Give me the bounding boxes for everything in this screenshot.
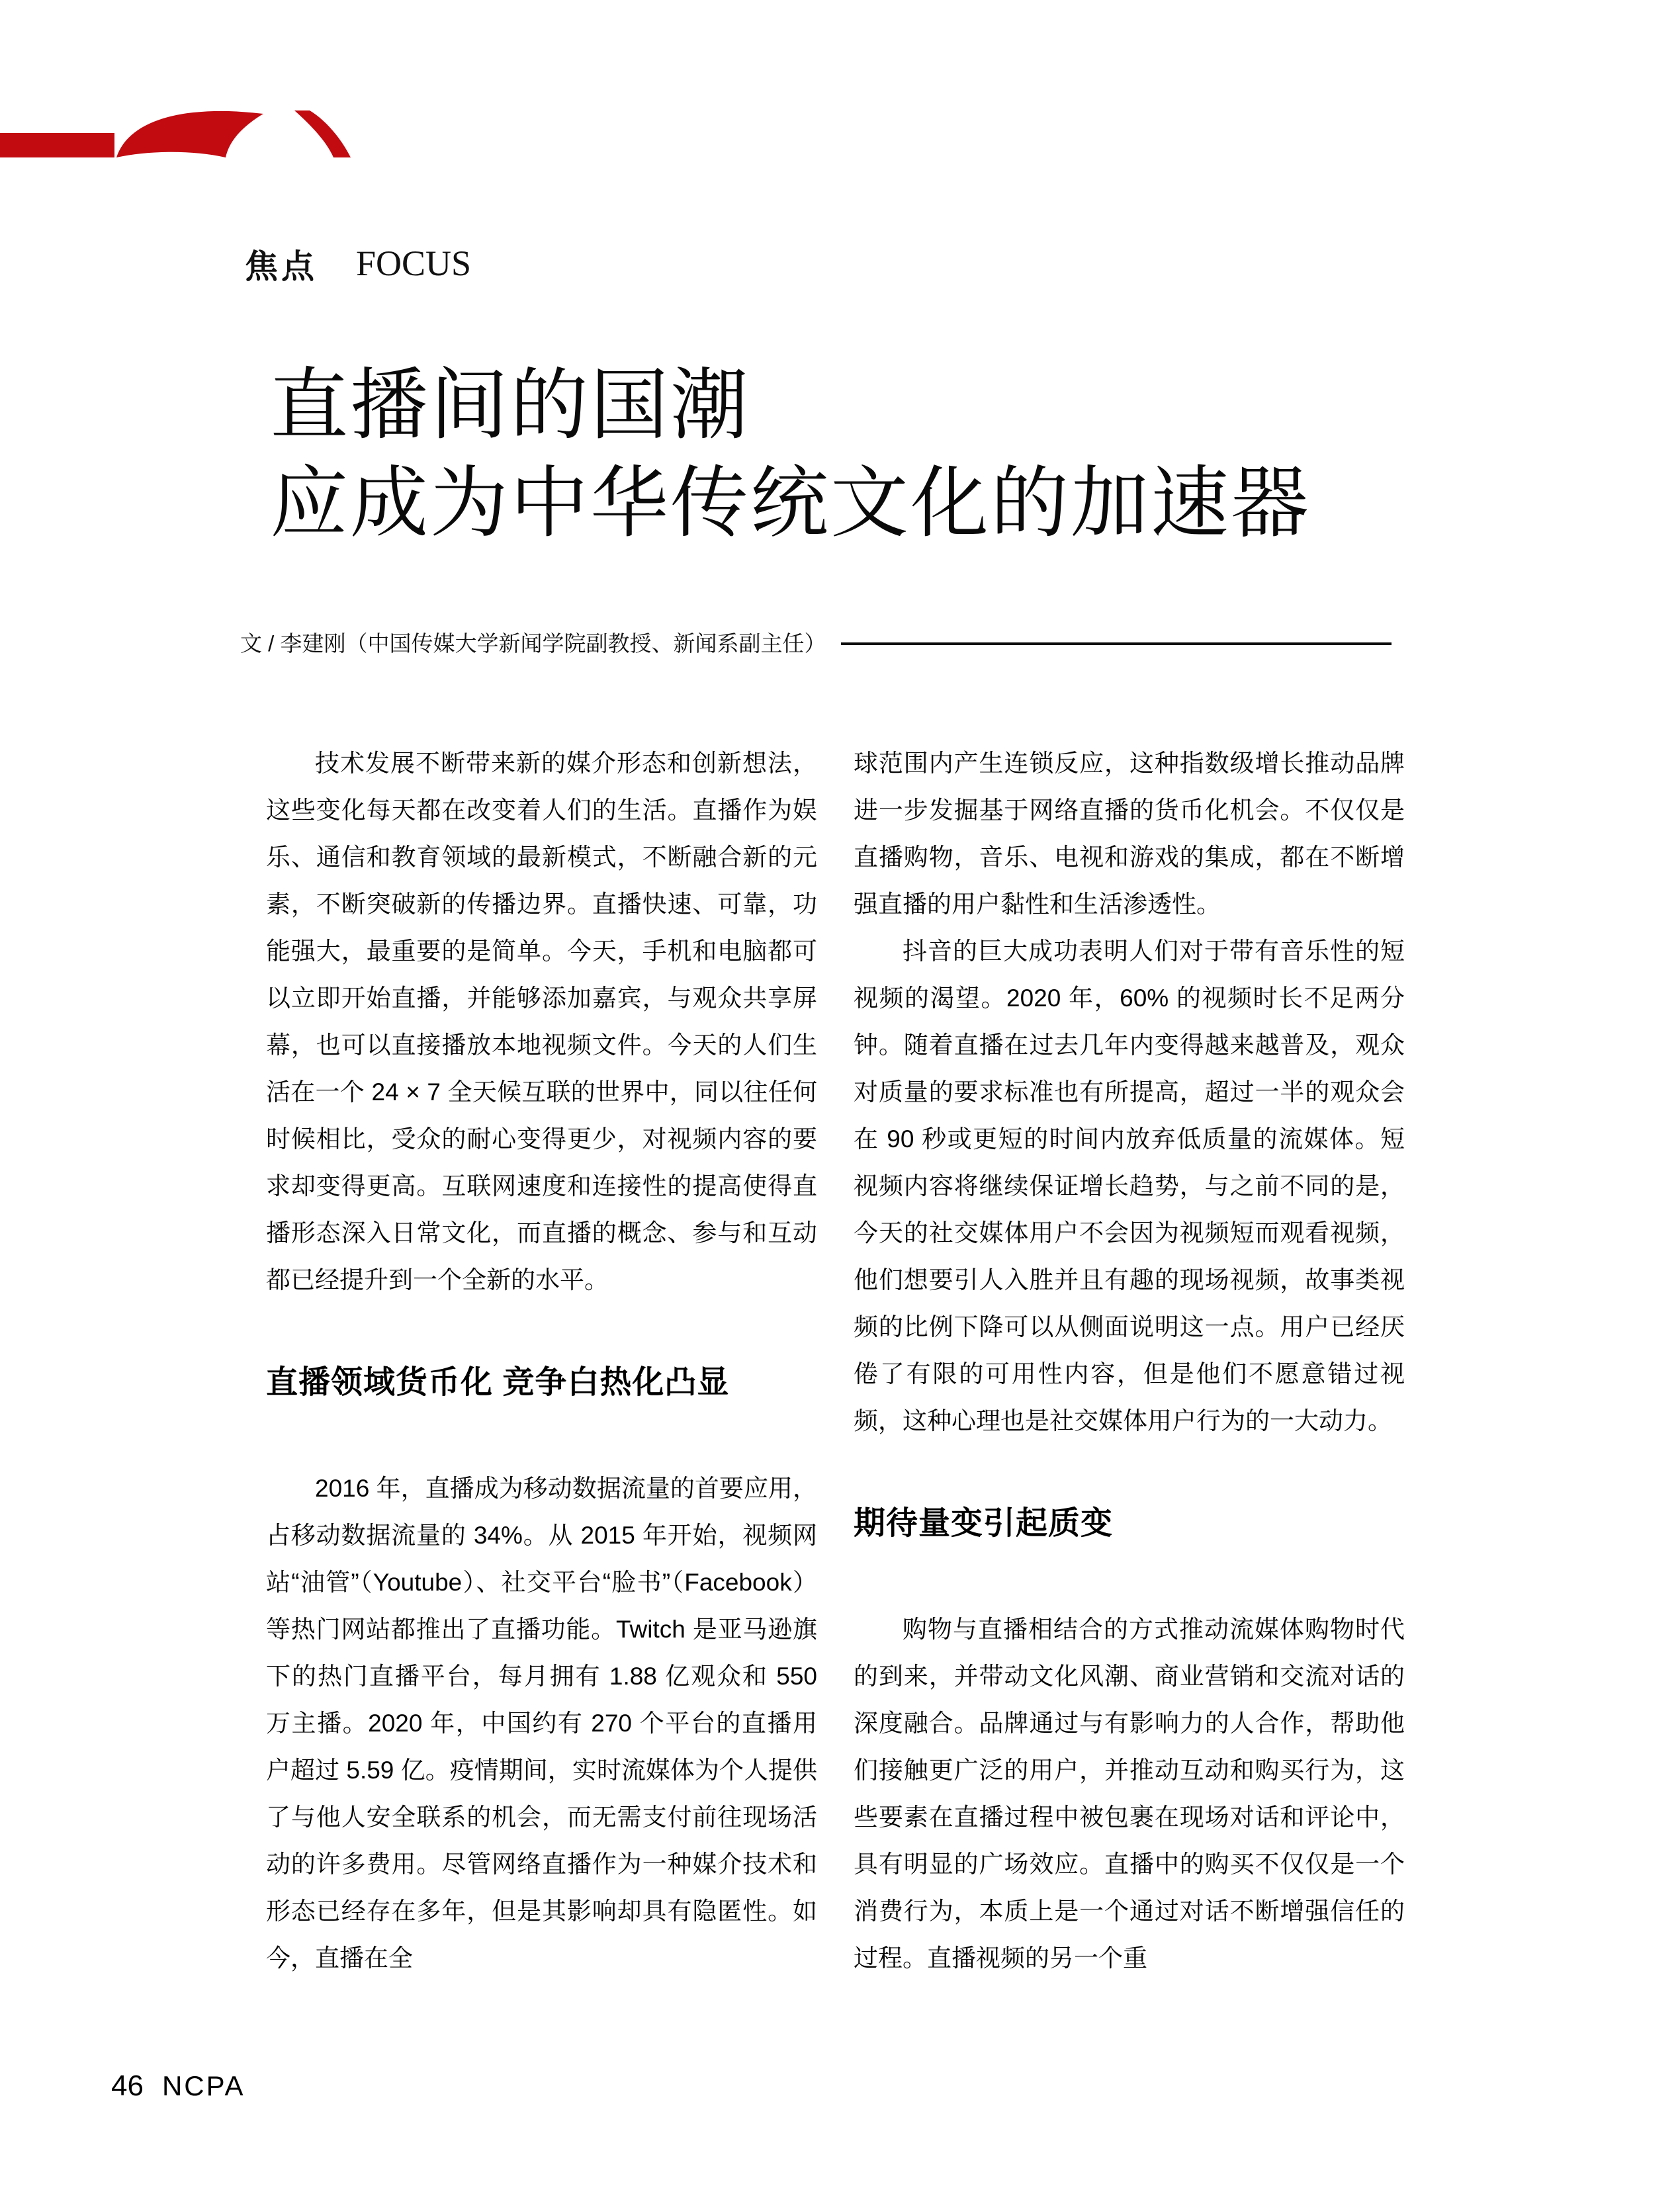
page-footer xyxy=(111,2070,245,2103)
column-left xyxy=(266,740,817,1982)
masthead-crescent-shape xyxy=(116,111,263,157)
article-title-line2: 应成为中华传统文化的加速器 xyxy=(270,457,1311,548)
masthead-label-en: FOCUS xyxy=(356,243,472,283)
page-number: 46 xyxy=(111,2070,144,2102)
byline-rule xyxy=(841,642,1392,645)
masthead-red-bar xyxy=(0,133,114,157)
section-heading: 直播领域货币化 竞争白热化凸显 xyxy=(266,1365,730,1400)
journal-name: NCPA xyxy=(161,2070,245,2101)
masthead-label-cn: 焦点 xyxy=(245,248,318,285)
article-title xyxy=(270,356,1311,552)
byline xyxy=(240,629,1392,659)
paragraph: 技术发展不断带来新的媒介形态和创新想法，这些变化每天都在改变着人们的生活。直播作为娱乐、通信和教育领域的最新模式，不断融合新的元素，不断突破新的传播边界。直播快速、可靠，功能强大，最重要的是简单。今天，手机和电脑都可以立即开始直播，并能够添加嘉宾，与观众共享屏幕，也可以直接播放本地视频文件。今天的人们生活在一个 24 × 7 全天候互联的世界中，同以往任何时候相比，受众的耐心变得更少，对视频内容的要求却变得更高。互联网速度和连接性的提高使得直播形态深入日常文化，而直播的概念、参与和互动都已经提升到一个全新的水平。 xyxy=(266,750,817,1293)
byline-text: 文 / 李建刚（中国传媒大学新闻学院副教授、新闻系副主任） xyxy=(240,631,826,656)
paragraph: 购物与直播相结合的方式推动流媒体购物时代的到来，并带动文化风潮、商业营销和交流对话的深度融合。品牌通过与有影响力的人合作，帮助他们接触更广泛的用户，并推动互动和购买行为，这些要素在直播过程中被包裹在现场对话和评论中，具有明显的广场效应。直播中的购买不仅仅是一个消费行为，本质上是一个通过对话不断增强信任的过程。直播视频的另一个重 xyxy=(854,1616,1405,1972)
masthead-swoosh-graphic xyxy=(0,109,503,182)
paragraph: 球范围内产生连锁反应，这种指数级增长推动品牌进一步发掘基于网络直播的货币化机会。不仅仅是直播购物，音乐、电视和游戏的集成，都在不断增强直播的用户黏性和生活渗透性。 xyxy=(854,750,1405,918)
masthead-ribbon-shape xyxy=(294,110,351,157)
paragraph: 抖音的巨大成功表明人们对于带有音乐性的短视频的渴望。2020 年，60% 的视频时长不足两分钟。随着直播在过去几年内变得越来越普及，观众对质量的要求标准也有所提高，超过一半的观众会在 90 秒或更短的时间内放弃低质量的流媒体。短视频内容将继续保证增长趋势，与之前不同的是，今天的社交媒体用户不会因为视频短而观看视频，他们想要引人入胜并且有趣的现场视频，故事类视频的比例下降可以从侧面说明这一点。用户已经厌倦了有限的可用性内容，但是他们不愿意错过视频，这种心理也是社交媒体用户行为的一大动力。 xyxy=(854,938,1405,1434)
paragraph: 2016 年，直播成为移动数据流量的首要应用，占移动数据流量的 34%。从 2015 年开始，视频网站“油管”（Youtube）、社交平台“脸书”（Facebook）等热门网站都推出了直播功能。Twitch 是亚马逊旗下的热门直播平台，每月拥有 1.88 亿观众和 550 万主播。2020 年，中国约有 270 个平台的直播用户超过 5.59 亿。疫情期间，实时流媒体为个人提供了与他人安全联系的机会，而无需支付前往现场活动的许多费用。尽管网络直播作为一种媒介技术和形态已经存在多年，但是其影响却具有隐匿性。如今，直播在全 xyxy=(266,1475,817,1972)
article-title-line1: 直播间的国潮 xyxy=(270,359,751,451)
masthead xyxy=(0,109,503,285)
column-right xyxy=(854,740,1405,1982)
section-heading: 期待量变引起质变 xyxy=(854,1506,1114,1541)
